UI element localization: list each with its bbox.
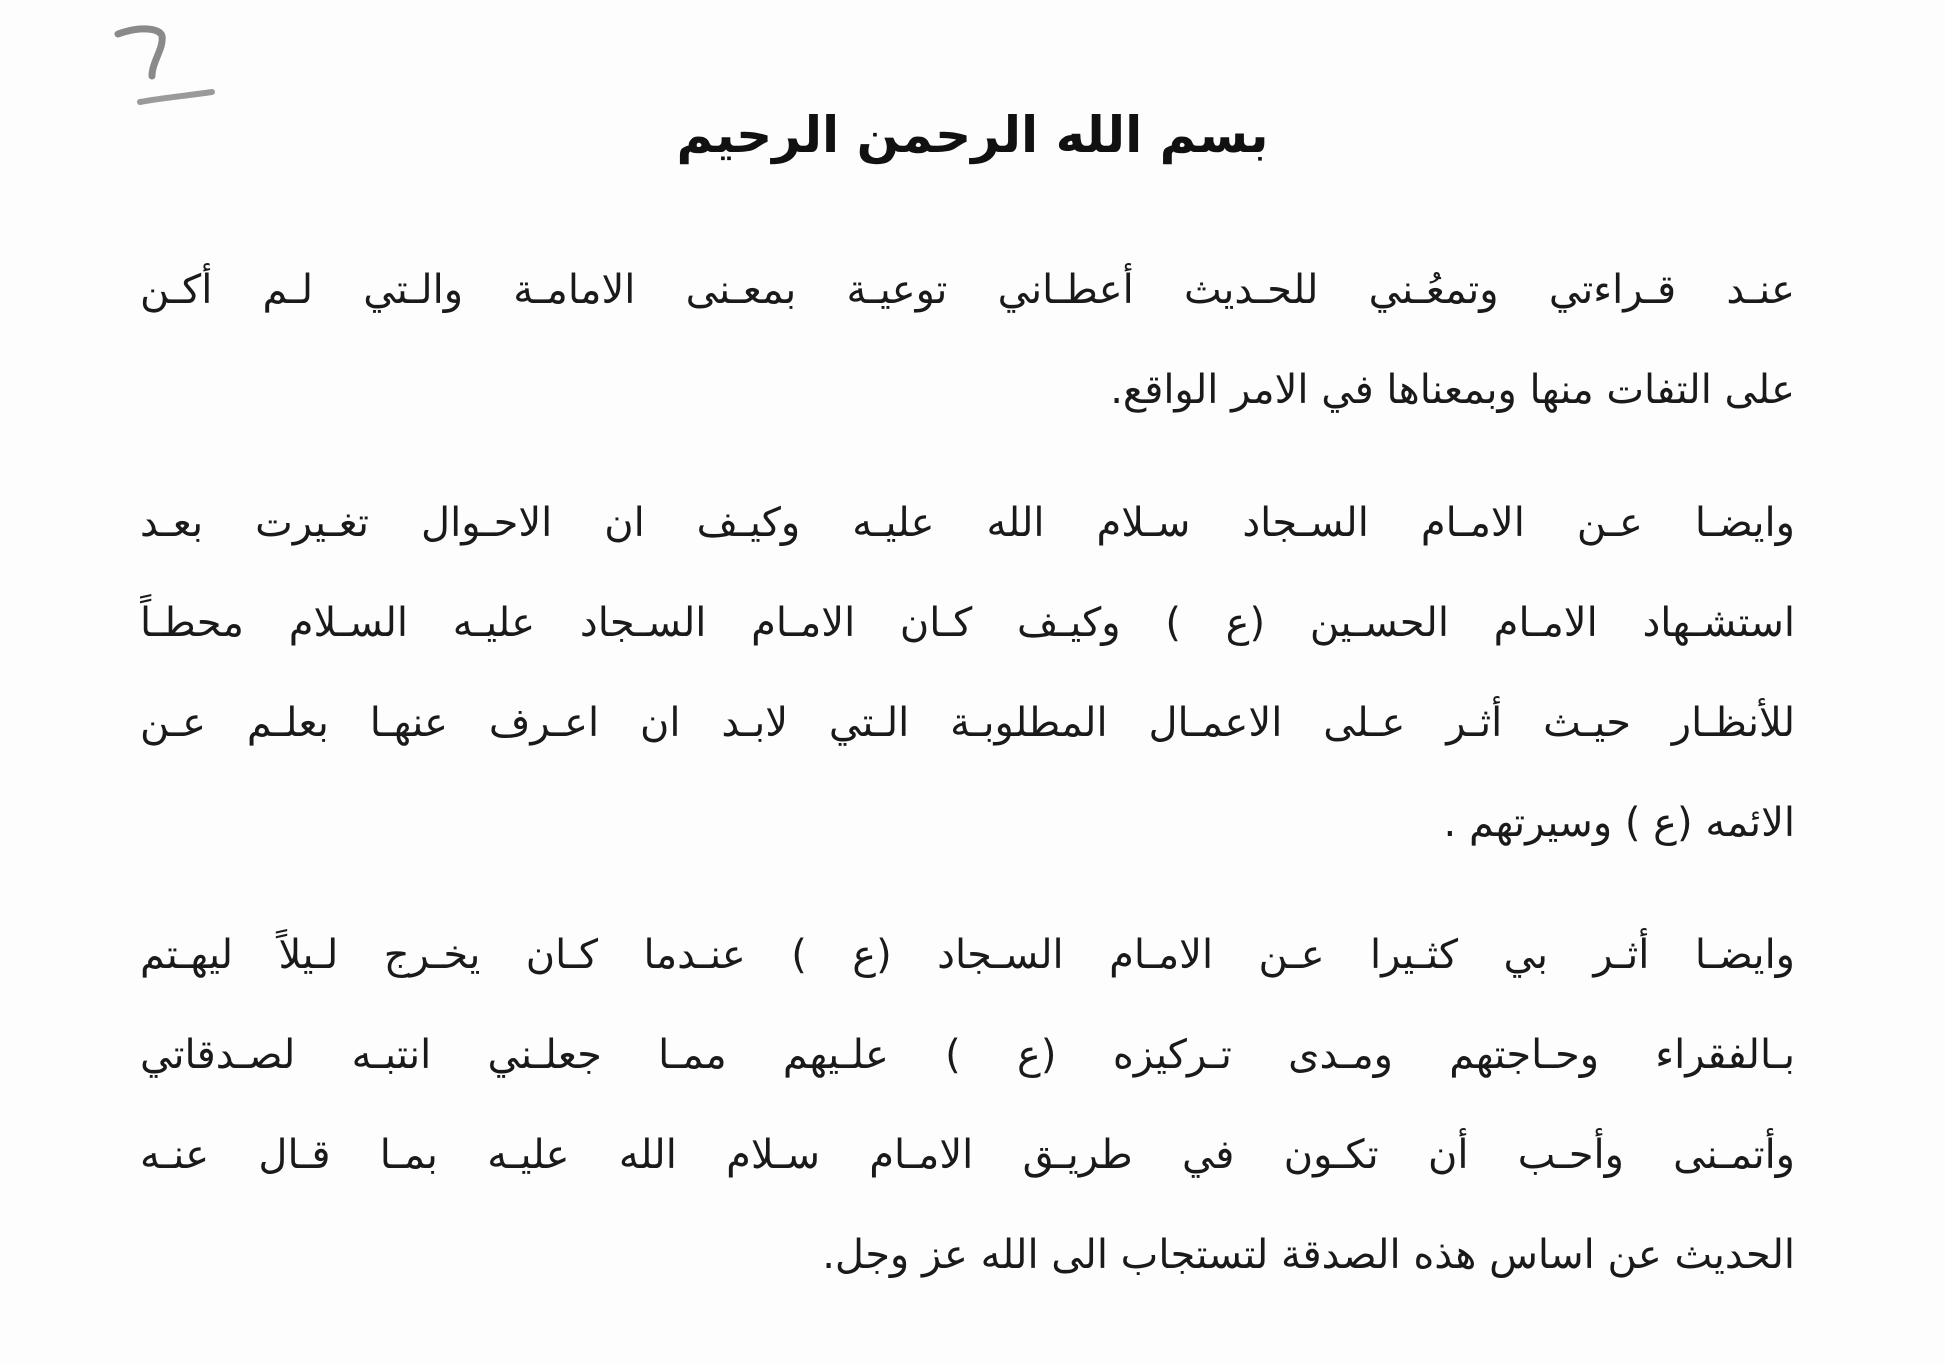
paragraph-2-line-4: الائمه (ع ) وسيرتهم .	[1443, 800, 1795, 846]
paragraph-2-line-3: للأنظـار حيـث أثـر عـلى الاعمـال المطلوبـة الـتي لابـد ان اعـرف عنهـا بعلـم عـن	[140, 700, 1795, 746]
paragraph-3-line-1: وايضـا أثـر بي كثـيرا عـن الامـام السـجاد (ع ) عنـدما كـان يخـرج لـيلاً ليهـتم	[140, 932, 1795, 978]
paragraph-1-line-2: على التفات منها وبمعناها في الامر الواقع.	[1110, 367, 1795, 413]
paragraph-3-line-4: الحديث عن اساس هذه الصدقة لتستجاب الى الله عز وجل.	[822, 1232, 1795, 1278]
paragraph-3-line-2: بـالفقراء وحـاجتهم ومـدى تـركيزه (ع ) علـيهم ممـا جعلـني انتبـه لصـدقاتي	[140, 1032, 1795, 1078]
paragraph-2-line-1: وايضـا عـن الامـام السـجاد سـلام الله عليـه وكيـف ان الاحـوال تغـيرت بعـد	[140, 500, 1795, 546]
paragraph-1-line-1: عنـد قـراءتي وتمعُـني للحـديث أعطـاني توعيـة بمعـنى الامامـة والـتي لـم أكـن	[140, 267, 1795, 313]
document-title: بسم الله الرحمن الرحيم	[676, 106, 1269, 164]
paragraph-3-line-3: وأتمـنى وأحـب أن تكـون في طريـق الامـام سـلام الله عليـه بمـا قـال عنـه	[140, 1132, 1795, 1178]
paragraph-2-line-2: استشـهاد الامـام الحسـين (ع ) وكيـف كـان الامـام السـجاد عليـه السـلام محطـاً	[140, 600, 1795, 646]
